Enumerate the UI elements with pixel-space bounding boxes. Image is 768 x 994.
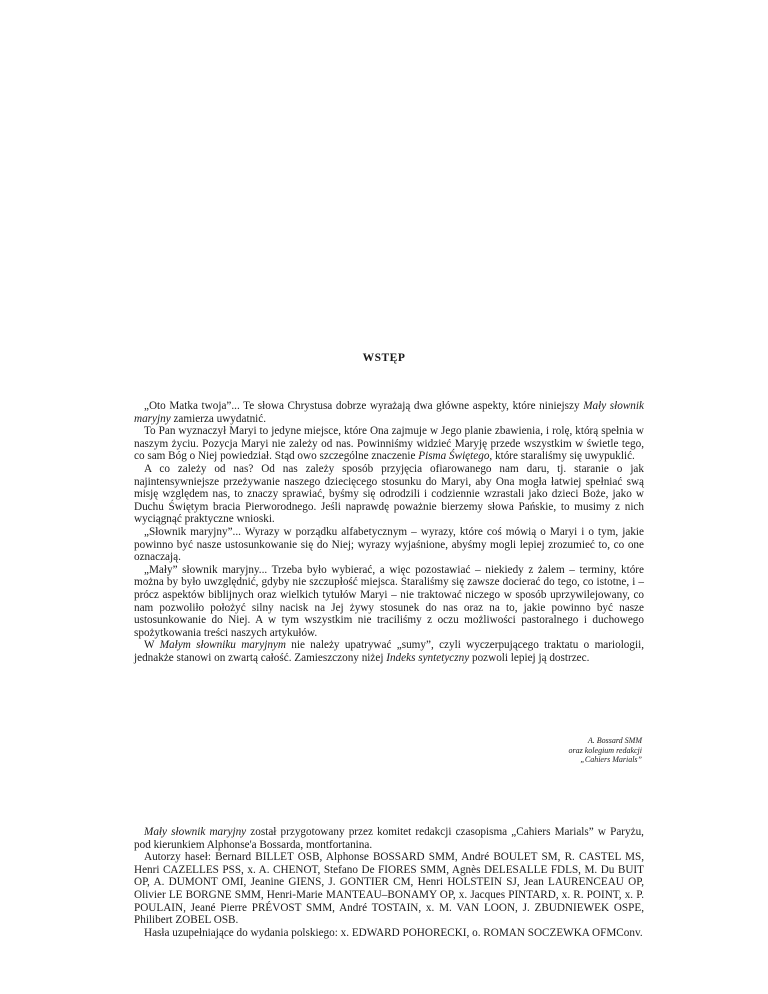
- paragraph-6: [134, 639, 644, 664]
- text-segment: „Słownik maryjny”... Wyrazy w porządku alfabetycznym – wyrazy, które coś mówią o Maryi i o tym, jakie powinno być nasze ustosunkowanie się do Niej; wyrazy wyjaśnione, abyśmy mogli lepiej zrozumieć to, co one oznaczają.: [134, 525, 644, 564]
- text-segment: Hasła uzupełniające do wydania polskiego: x. EDWARD POHORECKI, o. ROMAN SOCZEWKA OFMConv.: [144, 926, 643, 939]
- credits-text: [134, 826, 644, 939]
- text-segment: został przygotowany przez komitet redakcji czasopisma „Cahiers Marials” w Paryżu, pod kierunkiem Alphonse'a Bossarda, montfortanina.: [134, 826, 644, 851]
- text-segment: Autorzy haseł: Bernard BILLET OSB, Alphonse BOSSARD SMM, André BOULET SM, R. CASTEL MS, Henri CAZELLES PSS, x. A. CHENOT, Stefano De FIORES SMM, Agnès DELESALLE FDLS, M. Du BUIT OP, A. DUMONT OMI, Jeanine GIENS, J. GONTIER CM, Henri HOLSTEIN SJ, Jean LAURENCEAU OP, Olivier LE BORGNE SMM, Henri-Marie MANTEAU–BONAMY OP, x. Jacques PINTARD, x. R. POINT, x. P. POULAIN, Jeané Pierre PRÉVOST SMM, André TOSTAIN, x. M. VAN LOON, J. ZBUDNIEWEK OSPE, Philibert ZOBEL OSB.: [134, 851, 644, 927]
- text-segment: To Pan wyznaczył Maryi to jedyne miejsce, które Ona zajmuje w Jego planie zbawienia, i rolę, którą spełnia w naszym życiu. Pozycja Maryi nie zależy od nas. Powinniśmy widzieć Maryję przede wszystkim w świetle tego, co sam Bóg o Niej powiedział. Stąd owo szczególne znaczenie: [134, 425, 644, 463]
- signature-editorial-board: oraz kolegium redakcji: [568, 745, 642, 755]
- paragraph-1: [134, 400, 644, 425]
- text-segment: „Oto Matka twoja”... Te słowa Chrystusa dobrze wyrażają dwa główne aspekty, które niniejszy: [144, 400, 584, 412]
- signature-block: [500, 736, 642, 765]
- credits-paragraph-1: [134, 826, 644, 851]
- paragraph-3: [134, 463, 644, 526]
- text-segment: „Mały” słownik maryjny... Trzeba było wybierać, a więc pozostawiać – niekiedy z żalem – terminy, które można by było uwzględnić, gdyby nie szczupłość miejsca. Staraliśmy się zawsze docierać do tego, co istotne, i – prócz aspektów biblijnych oraz wielkich tytułów Maryi – nie traktować niczego w sposób uprzywilejowany, co nam pozwoliło położyć silny nacisk na Jej żywy stosunek do nas oraz na to, jakie powinno być nasze ustosunkowanie do Niej. A w tym wszystkim nie traciliśmy z oczu możliwości pastoralnego i duchowego spożytkowania treści naszych artykułów.: [134, 563, 644, 639]
- polish-edition-credits: [134, 927, 644, 940]
- text-segment: W: [144, 639, 160, 652]
- text-segment: zamierza uwydatnić.: [170, 412, 267, 425]
- page-heading: WSTĘP: [362, 352, 406, 364]
- text-segment: , które staraliśmy się uwypuklić.: [489, 450, 635, 463]
- signature-journal: „Cahiers Marials”: [580, 755, 642, 765]
- text-segment: A co zależy od nas? Od nas zależy sposób przyjęcia ofiarowanego nam daru, tj. staranie o jak najintensywniejsze przeżywanie naszego dziecięcego stosunku do Maryi, aby Ona mogła łatwiej spełniać swą misję względem nas, to znaczy sprawiać, byśmy się odrodzili i codziennie wzrastali jako dzieci Boże, jako w Duchu Świętym bracia Pierworodnego. Jeśli naprawdę poważnie bierzemy słowa Pańskie, to musimy z nich wyciągnąć praktyczne wnioski.: [134, 462, 644, 526]
- book-title: Mały słownik maryjny: [144, 826, 247, 838]
- introduction-text: [134, 400, 644, 664]
- paragraph-2: [134, 425, 644, 463]
- text-segment: nie należy upatrywać „sumy”, czyli wyczerpującego traktatu o mariologii, jednakże stanowi on zwartą całość. Zamieszczony niżej: [134, 639, 644, 664]
- book-title: Mały słownik maryjny: [134, 400, 644, 425]
- signature-author: A. Bossard SMM: [587, 736, 642, 745]
- text-segment: pozwoli lepiej ją dostrzec.: [469, 651, 590, 664]
- scripture-title: Pisma Świętego: [418, 450, 490, 463]
- paragraph-4: [134, 526, 644, 564]
- index-title: Indeks syntetyczny: [386, 651, 470, 664]
- authors-list: [134, 851, 644, 927]
- book-title: Małym słowniku maryjnym: [159, 639, 286, 652]
- paragraph-5: [134, 564, 644, 640]
